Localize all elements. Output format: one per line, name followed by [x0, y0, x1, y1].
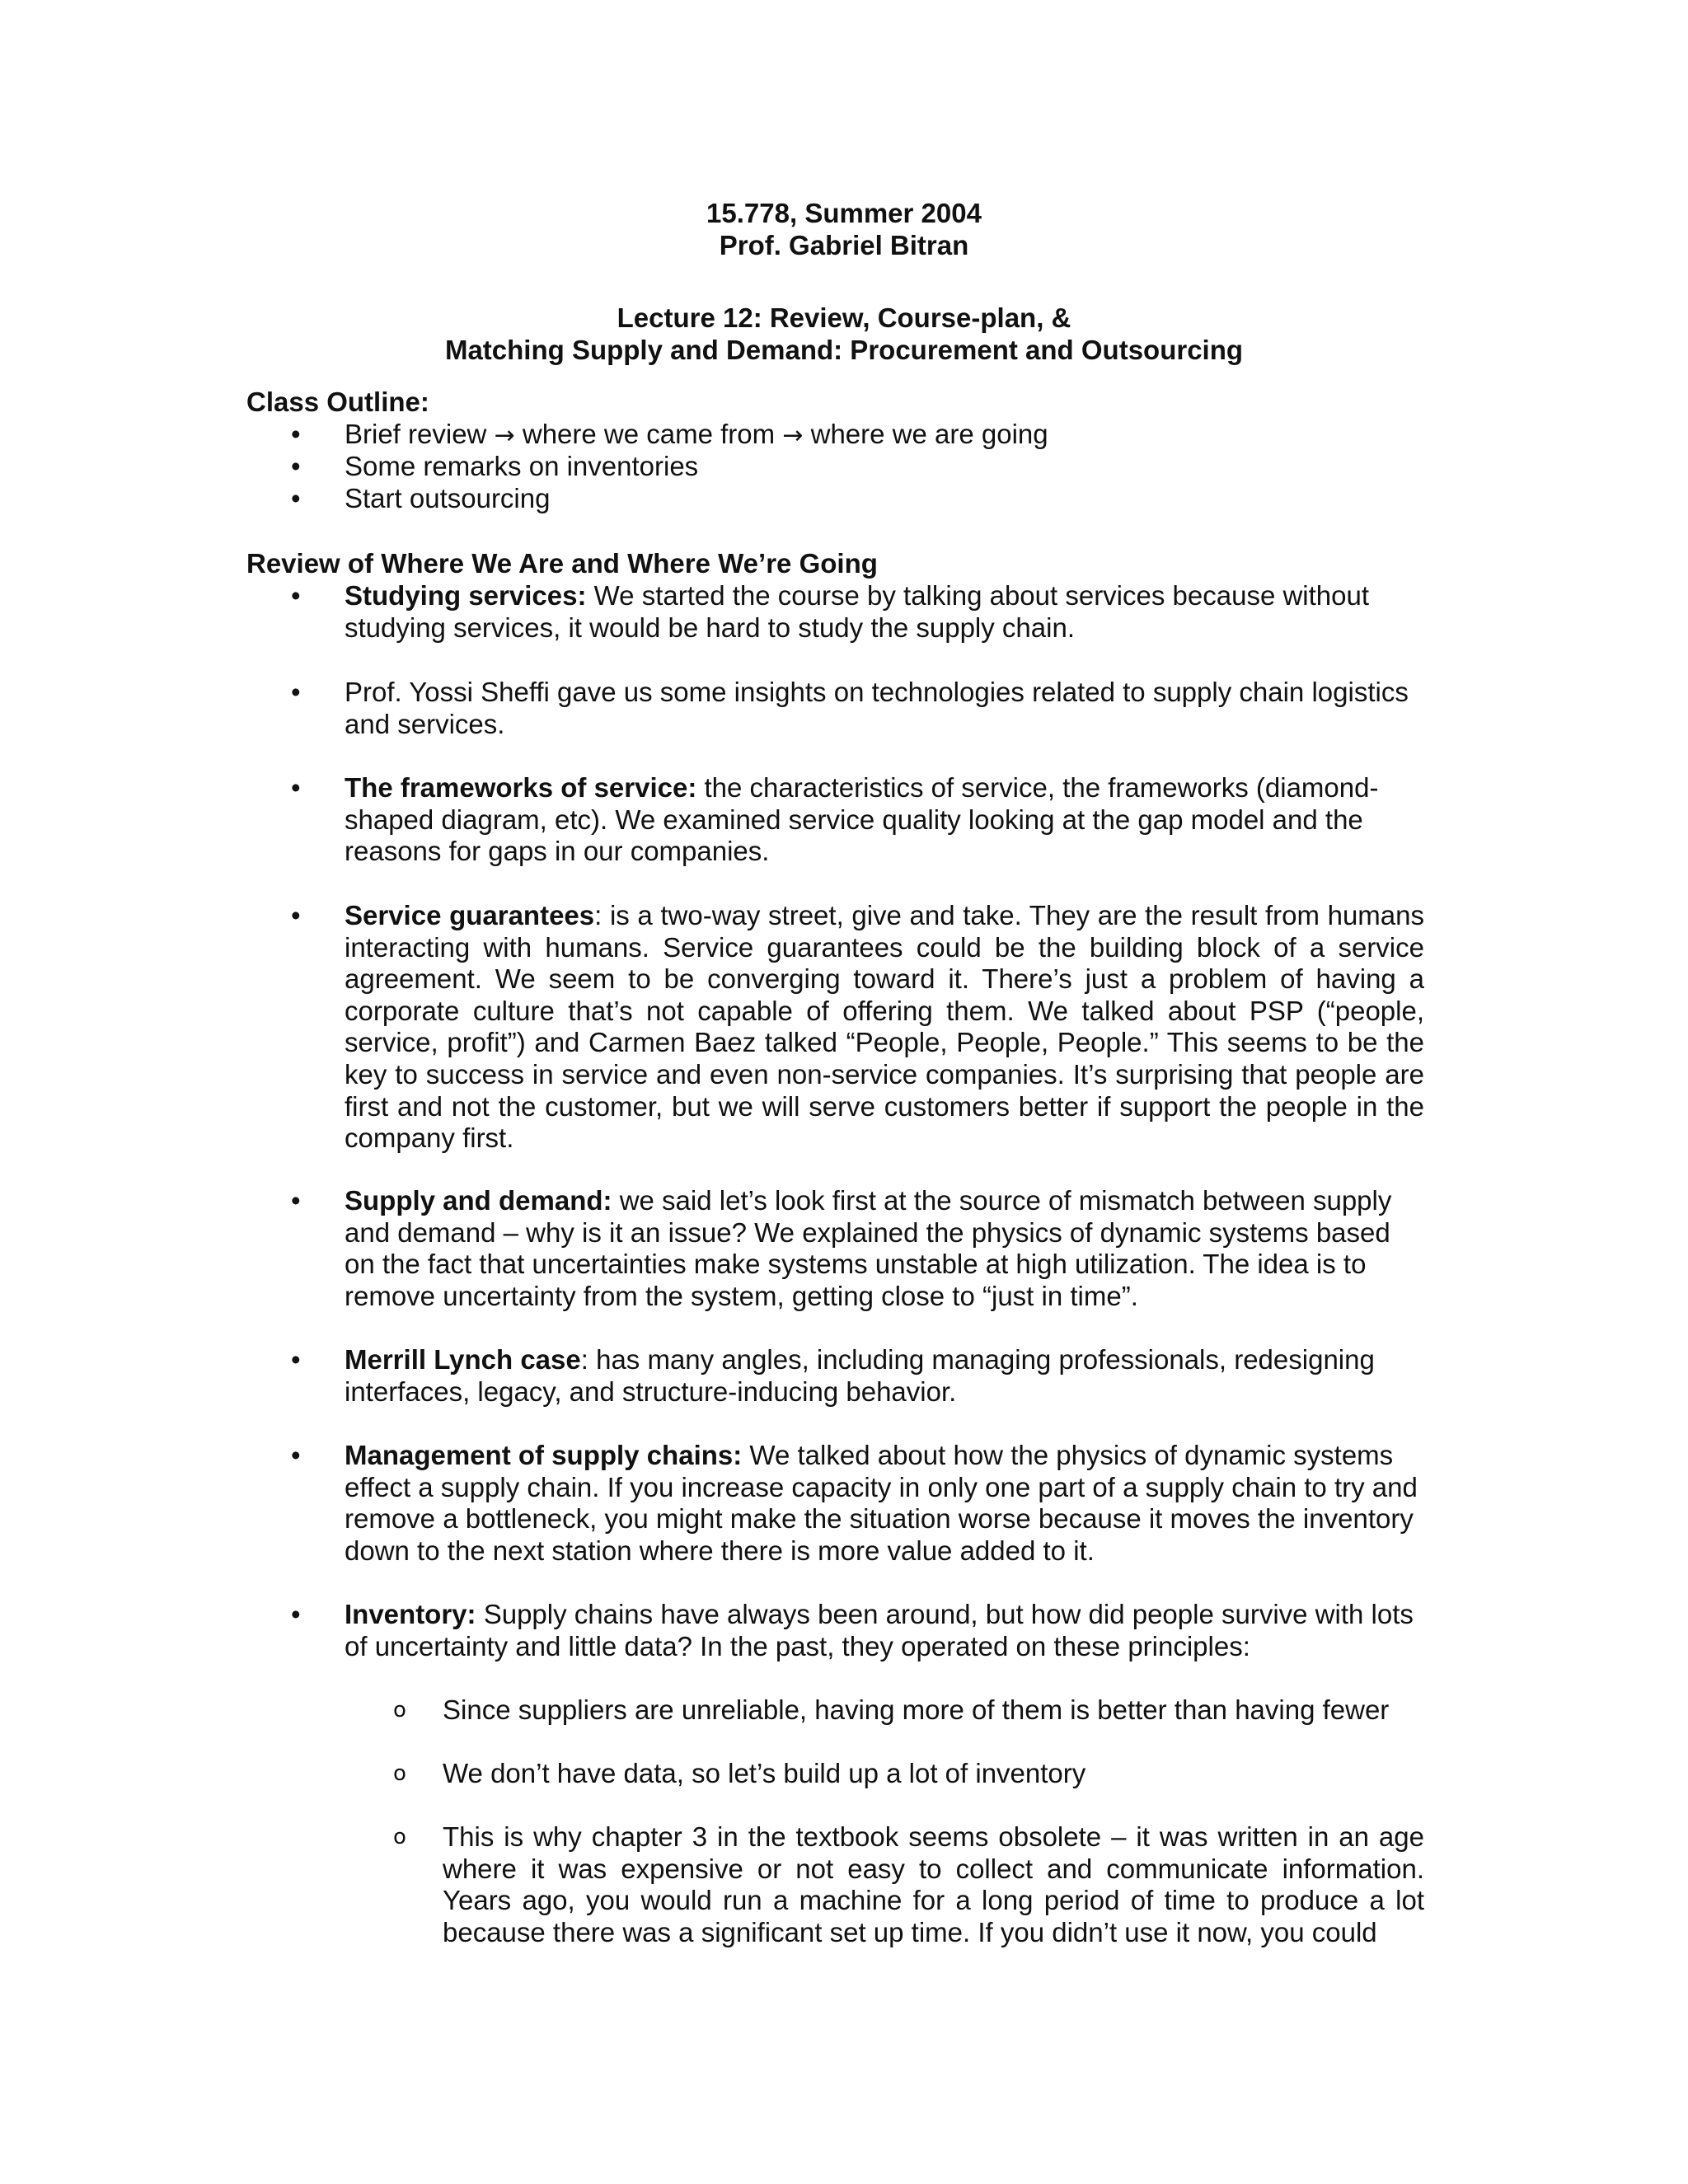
review-item-text: We started the course by talking about services because without studying services, it would be hard to study the supply chain. [345, 580, 1370, 643]
review-item [345, 772, 1424, 868]
review-item-heading: Service guarantees [345, 900, 595, 930]
professor-name: Prof. Gabriel Bitran [719, 229, 969, 260]
bullet-icon: • [291, 419, 301, 449]
review-item-heading: Merrill Lynch case [345, 1344, 581, 1375]
lecture-header [0, 302, 1688, 366]
circle-bullet-icon: o [393, 1825, 406, 1849]
bullet-icon: • [291, 1599, 301, 1629]
course-title: 15.778, Summer 2004 [706, 198, 982, 228]
review-item-text: : has many angles, including managing professionals, redesigning interfaces, legacy, and structure-inducing behavior. [345, 1344, 1375, 1407]
class-outline-heading: Class Outline: [246, 387, 429, 417]
course-header [0, 198, 1688, 261]
bullet-icon: • [291, 451, 301, 481]
review-item-text: Supply chains have always been around, but how did people survive with lots of uncertainty and little data? In the past, they operated on these principles: [345, 1599, 1414, 1661]
sub-list-item: We don’t have data, so let’s build up a lot of inventory [443, 1758, 1086, 1788]
outline-item-part: Brief review [345, 419, 495, 449]
lecture-title-line1: Lecture 12: Review, Course-plan, & [617, 302, 1071, 333]
review-item-heading: The frameworks of service: [345, 772, 697, 803]
list-item [0, 419, 1048, 451]
review-item-heading: Management of supply chains: [345, 1440, 743, 1470]
outline-item-text: Some remarks on inventories [345, 451, 699, 481]
bullet-icon: • [291, 1440, 301, 1470]
list-item [0, 483, 1048, 515]
review-item-text: Prof. Yossi Sheffi gave us some insights on technologies related to supply chain logistics and services. [345, 677, 1409, 739]
sub-list-item: Since suppliers are unreliable, having more of them is better than having fewer [443, 1694, 1390, 1725]
outline-item-part: where we are going [803, 419, 1048, 449]
review-item [345, 1599, 1424, 1662]
list-item [0, 451, 1048, 483]
review-item-text: : is a two-way street, give and take. They are the result from humans interacting with humans. Service guarantees could be the building block of a service agreement. We seem to be converging toward it. There’s just a problem of having a corporate culture that’s not capable of offering them. We talked about PSP (“people, service, profit”) and Carmen Baez talked “People, People, People.” This seems to be the key to success in service and even non-service companies. It’s surprising that people are first and not the customer, but we will serve customers better if support the people in the company first. [345, 900, 1424, 1154]
bullet-icon: • [291, 580, 301, 611]
review-item-heading: Inventory: [345, 1599, 476, 1629]
outline-item-part: where we came from [514, 419, 783, 449]
review-item-text: the characteristics of service, the frameworks (diamond-shaped diagram, etc). We examined service quality looking at the gap model and the reasons for gaps in our companies. [345, 772, 1379, 867]
bullet-icon: • [291, 772, 301, 803]
review-heading: Review of Where We Are and Where We’re Going [246, 548, 878, 579]
circle-bullet-icon: o [393, 1761, 406, 1786]
review-item [345, 677, 1424, 740]
review-item-text: We talked about how the physics of dynamic systems effect a supply chain. If you increase capacity in only one part of a supply chain to try and remove a bottleneck, you might make the situation worse because it moves the inventory down to the next station where there is more value added to it. [345, 1440, 1418, 1566]
bullet-icon: • [291, 677, 301, 707]
lecture-title-line2: Matching Supply and Demand: Procurement and Outsourcing [444, 334, 1244, 365]
circle-bullet-icon: o [393, 1698, 406, 1722]
review-item [345, 1440, 1424, 1567]
sub-list-item: This is why chapter 3 in the textbook seems obsolete – it was written in an age where it was expensive or not easy to collect and communicate information. Years ago, you would run a machine for a long period of time to produce a lot because there was a significant set up time. If you didn’t use it now, you could [443, 1821, 1424, 1947]
right-arrow-icon: → [494, 421, 515, 450]
class-outline-list [0, 419, 1048, 515]
bullet-icon: • [291, 1185, 301, 1216]
review-item [345, 580, 1424, 644]
review-item [345, 1344, 1424, 1408]
review-item-text: we said let’s look first at the source of mismatch between supply and demand – why is it an issue? We explained the physics of dynamic systems based on the fact that uncertainties make systems unstable at high utilization. The idea is to remove uncertainty from the system, getting close to “just in time”. [345, 1185, 1392, 1311]
bullet-icon: • [291, 900, 301, 930]
outline-item-text: Start outsourcing [345, 483, 551, 513]
review-item [345, 900, 1424, 1155]
bullet-icon: • [291, 483, 301, 513]
review-item-heading: Supply and demand: [345, 1185, 612, 1216]
bullet-icon: • [291, 1344, 301, 1375]
review-item-heading: Studying services: [345, 580, 587, 611]
review-item [345, 1185, 1424, 1312]
right-arrow-icon: → [782, 421, 804, 450]
